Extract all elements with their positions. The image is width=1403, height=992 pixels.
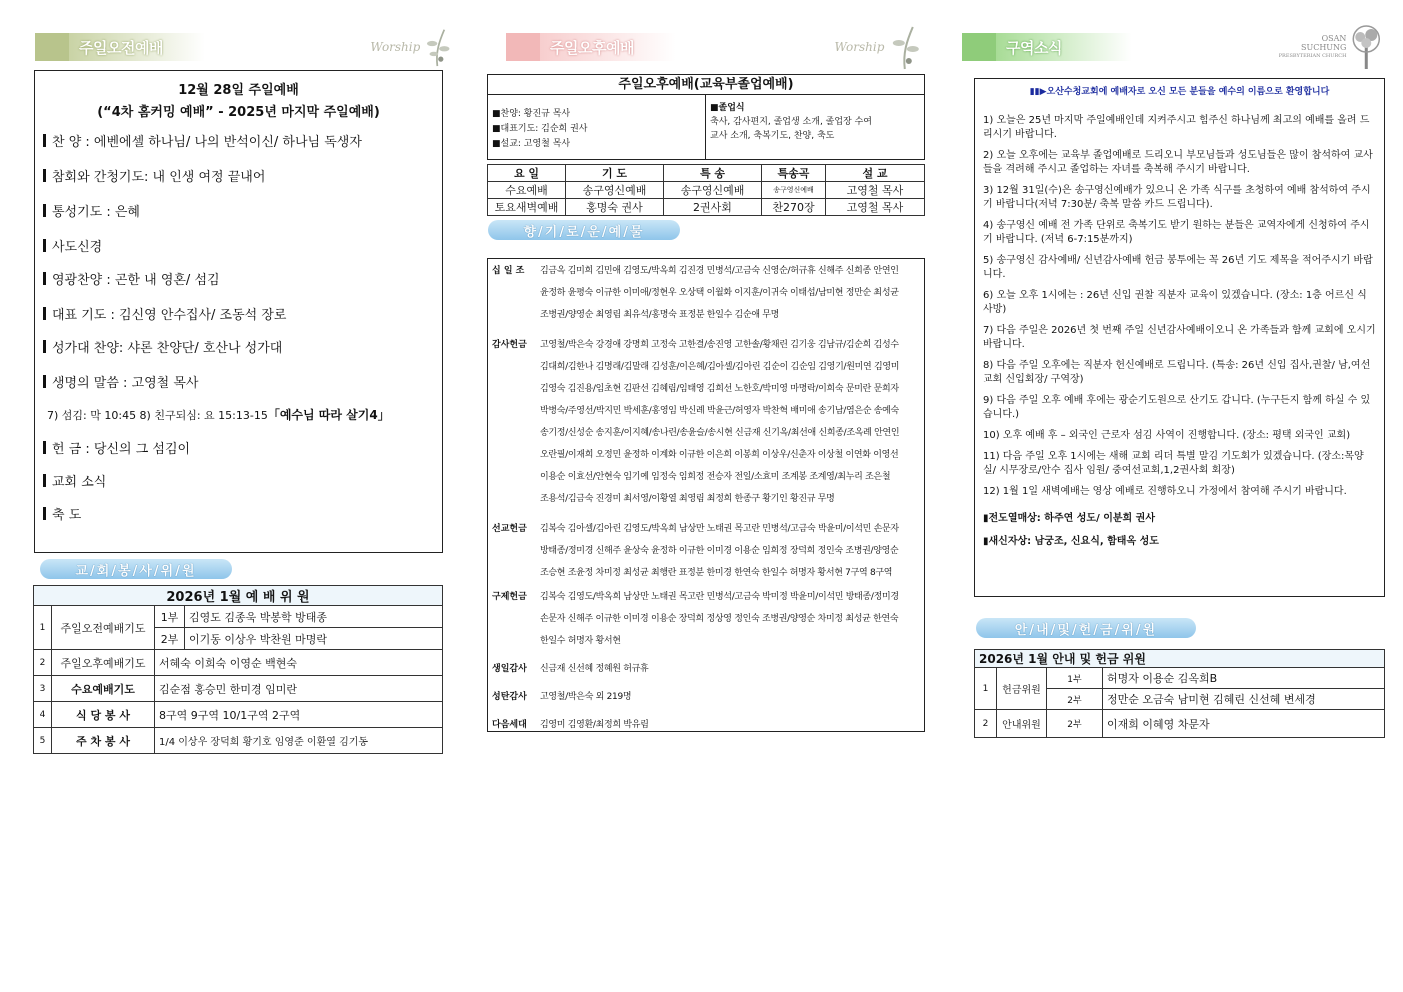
offering-list	[487, 258, 925, 732]
section-title: 주일오후예배	[550, 38, 634, 57]
committee-table-title: 2026년 1월 예 배 위 원	[34, 586, 443, 606]
order-item: 사도신경	[35, 229, 442, 262]
news-item: 4) 송구영신 예배 전 가족 단위로 축복기도 받기 원하는 분들은 교역자에게 신청하여 주시기 바랍니다. (저녁 6-7:15분까지)	[983, 220, 1370, 245]
watermark-text: Worship	[370, 40, 421, 54]
order-item: 축 도	[35, 497, 442, 530]
afternoon-title: 주일오후예배(교육부졸업예배)	[488, 75, 924, 95]
olive-branch-icon	[420, 23, 455, 71]
news-item: 1) 오늘은 25년 마지막 주일예배인데 지켜주시고 힘주신 하나님께 최고의 예배를 올려 드리시기 바랍니다.	[983, 115, 1370, 140]
header-news	[962, 30, 1387, 64]
welcome-message: ▮▮▶오산수청교회에 예배자로 오신 모든 분들을 예수의 이름으로 환영합니다	[1029, 87, 1330, 97]
committee-table: 2026년 1월 예 배 위 원 1 주일오전예배기도 1부 김영도 김종욱 박봉학 방태종 2부 이기동 이상우 박찬원 마명락 2 주일오후예배기도 서혜숙 이희숙 이영순 백현숙 3 수요예배기도 김순점 홍승민 한미경 임미란 4 식 당 봉 사 8구역 9구역 10/1구역 2구역 5 주 차 봉 사 1/4 이상우 장덕희 황기호 임영준 이환열 김기동	[33, 585, 443, 754]
header-accent-block	[962, 33, 996, 61]
order-item: 생명의 말씀 : 고영철 목사	[35, 365, 442, 398]
detail-line: ■찬양: 황진규 목사	[492, 109, 571, 119]
worship-order-box	[34, 70, 443, 553]
order-item: 통성기도 : 은혜	[35, 194, 442, 227]
offering-group: 선교헌금 김복숙 김아셀/김아린 김영도/박옥희 남상만 노태권 목고란 민병석/고금숙 박윤미/이석민 손문자 방태종/정미경 신해주 윤상숙 윤정하 이규한 이미경 이용순 임희정 장덕희 정인숙 조병권/양영순 조승현 조윤정 차미정 최성균 최행란 표정분 한미경 한연숙 한일수 허명자 황서현 7구역 8구역	[492, 524, 899, 578]
olive-branch-icon	[884, 23, 926, 71]
header-morning	[35, 30, 455, 64]
news-item: 10) 오후 예배 후 – 외국인 근로자 섬김 사역이 진행합니다. (장소: 평택 외국인 교회)	[983, 430, 1351, 441]
section-title: 주일오전예배	[79, 38, 163, 57]
offering-group: 구제헌금 김복숙 김영도/박옥희 남상만 노태권 목고란 민병석/고금숙 박미정 박윤미/이석민 방태종/정미경 손문자 신해주 이규한 이미경 이용순 장덕희 정상영 정인숙 조병권/양영순 차미정 최성균 한연숙 한일수 허명자 황서현	[492, 592, 899, 646]
offering-group: 성탄감사 고영철/박은숙 외 219명	[492, 692, 632, 702]
detail-line: 축사, 감사편지, 졸업생 소개, 졸업장 수여	[710, 117, 872, 127]
detail-line: 교사 소개, 축복기도, 찬양, 축도	[710, 131, 835, 141]
detail-line: ■대표기도: 김순희 권사	[492, 124, 588, 134]
church-logo-subtext: PRESBYTERIAN CHURCH	[1278, 52, 1347, 59]
order-item: 찬 양 : 에벤에셀 하나님/ 나의 반석이신/ 하나님 독생자	[35, 124, 442, 157]
news-item: 5) 송구영신 감사예배/ 신년감사예배 헌금 봉투에는 꼭 26년 기도 제목을 적어주시기 바랍니다.	[983, 255, 1373, 280]
offering-group: 다음세대 김영미 김영환/최정희 박유림	[492, 720, 649, 730]
offering-pill: 향/기/로/운/예/물	[488, 220, 680, 240]
news-item: 11) 다음 주일 오후 1시에는 새해 교회 리더 특별 말김 기도회가 있겠습니다. (장소:목양실/ 시무장로/안수 집사 임원/ 중여선교회,1,2권사회 회장)	[983, 451, 1364, 476]
header-accent-block	[506, 33, 540, 61]
section-title: 구역소식	[1006, 38, 1062, 57]
order-item: 참회와 간청기도: 내 인생 여정 끝내어	[35, 159, 442, 192]
news-item: 12) 1월 1일 새벽예배는 영상 예배로 진행하오니 가정에서 참여해 주시기 바랍니다.	[983, 486, 1347, 497]
usher-pill: 안/내/및/헌/금/위/원	[976, 618, 1196, 638]
service-subtitle: (“4차 홈커밍 예배” - 2025년 마지막 주일예배)	[97, 105, 380, 120]
offering-group: 생일감사 신금재 신선혜 정혜원 허규휴	[492, 664, 649, 674]
scripture-line: 7) 섬김: 막 10:45 8) 친구되심: 요 15:13-15 「예수님 따라 살기4」	[47, 408, 390, 422]
watermark-text: Worship	[834, 40, 885, 54]
news-item: 6) 오늘 오후 1시에는 : 26년 신입 권찰 직분자 교육이 있겠습니다. (장소: 1층 어르신 식사방)	[983, 290, 1367, 315]
service-date-title: 12월 28일 주일예배	[178, 83, 299, 98]
news-item: 7) 다음 주일은 2026년 첫 번째 주일 신년감사예배이오니 온 가족들과 함께 교회에 오시기 바랍니다.	[983, 325, 1376, 350]
order-item: 교회 소식	[35, 464, 442, 497]
afternoon-service-box	[487, 74, 925, 160]
news-box	[974, 78, 1385, 597]
usher-table: 2026년 1월 안내 및 헌금 위원 1 헌금위원 1부 허명자 이용순 김옥희B 2부 정만순 오금숙 남미현 김혜린 신선혜 변세경 2 안내위원 2부 이재희 이혜영 차문자	[974, 649, 1385, 738]
order-item: 대표 기도 : 김신영 안수집사/ 조동석 장로	[35, 297, 442, 330]
newcomer-award: ▮새신자상: 남궁조, 신요식, 함태옥 성도	[983, 536, 1159, 547]
offering-group: 십 일 조 김금옥 김미희 김민애 김영도/박옥희 김진경 민병석/고금숙 신영순/허규휴 신해주 신희종 안연인 윤정하 윤평숙 이규한 이미애/정현우 오상택 이월화 이지훈/이귀숙 이태섭/남미현 정만순 최성균 조병권/양영순 최영림 최유석/홍명숙 표정분 한일수 김순애 무명	[492, 266, 899, 320]
news-item: 2) 오늘 오후에는 교육부 졸업예배로 드리오니 부모님들과 성도님들은 많이 참석하여 교사들을 격려해 주시고 졸업하는 자녀를 축복해 주시기 바랍니다.	[983, 150, 1373, 175]
header-accent-block	[35, 33, 69, 61]
news-item: 3) 12월 31일(수)은 송구영신예배가 있으니 온 가족 식구를 초청하여 예배 참석하여 주시기 바랍니다(저녁 7:30분/ 축복 말씀 카드 드립니다).	[983, 185, 1371, 210]
header-afternoon	[506, 30, 926, 64]
tree-logo-icon	[1346, 23, 1387, 71]
sermon-title: 「예수님 따라 살기4」	[267, 408, 390, 422]
news-item: 8) 다음 주일 오후에는 직분자 헌신예배로 드립니다. (특송: 26년 신입 집사,권찰/ 남,여선교회 신입회장/ 구역장)	[983, 360, 1371, 385]
order-item: 성가대 찬양: 샤론 찬양단/ 호산나 성가대	[35, 330, 442, 363]
schedule-table: 요 일 기 도 특 송 특송곡 설 교 수요예배 송구영신예배 송구영신예배 송구영신예배 고영철 목사 토요새벽예배 홍명숙 권사 2권사회 찬270장 고영철 목사	[487, 164, 925, 216]
evangelism-award: ▮전도열매상: 하주연 성도/ 이분희 권사	[983, 513, 1155, 524]
order-item: 영광찬양 : 곤한 내 영혼/ 섬김	[35, 262, 442, 295]
offering-group: 감사헌금 고영철/박은숙 강경애 강명희 고정숙 고한결/송진영 고한솔/황채린 김기웅 김남규/김순희 김성수 김대희/김한나 김명래/김말래 김성훈/이은혜/김아셀/김아린 김순이 김순임 김영기/원미연 김영미 김영숙 김진용/임초현 김판선 김혜림/임태영 김희선 노한호/박미영 마명락/이희숙 문미란 문희자 박병숙/주영선/박지민 박세훈/홍영임 박신례 박윤근/허영자 박찬혁 배미애 송기남/염은순 송예숙 송기정/신성순 송지훈/이지혜/송나린/송윤슬/송시현 신금재 신기옥/최선애 신희종/조옥례 안연인 오란필/이재희 오정민 윤정하 이계화 이규한 이은희 이봉희 이상우/신춘자 이상철 이연화 이영선 이용순 이효선/안현숙 임기예 임정숙 임희정 전승자 전일/소효미 조계봉 조계영/최누리 조은철 조용석/김금숙 진경미 최서영/이황열 최영림 최정희 한종구 황기인 황진규 무명	[492, 340, 900, 504]
church-logo-text: OSAN SUCHUNG	[1300, 33, 1347, 52]
usher-table-title: 2026년 1월 안내 및 헌금 위원	[975, 650, 1385, 668]
committee-pill: 교/회/봉/사/위/원	[40, 559, 232, 579]
order-item: 헌 금 : 당신의 그 섬김이	[35, 431, 442, 464]
news-item: 9) 다음 주일 오후 예배 후에는 광순기도원으로 산기도 갑니다. (누구든지 함께 하실 수 있습니다.)	[983, 395, 1371, 420]
detail-line: ■설교: 고영철 목사	[492, 139, 571, 149]
graduation-title: ■졸업식	[710, 103, 745, 113]
